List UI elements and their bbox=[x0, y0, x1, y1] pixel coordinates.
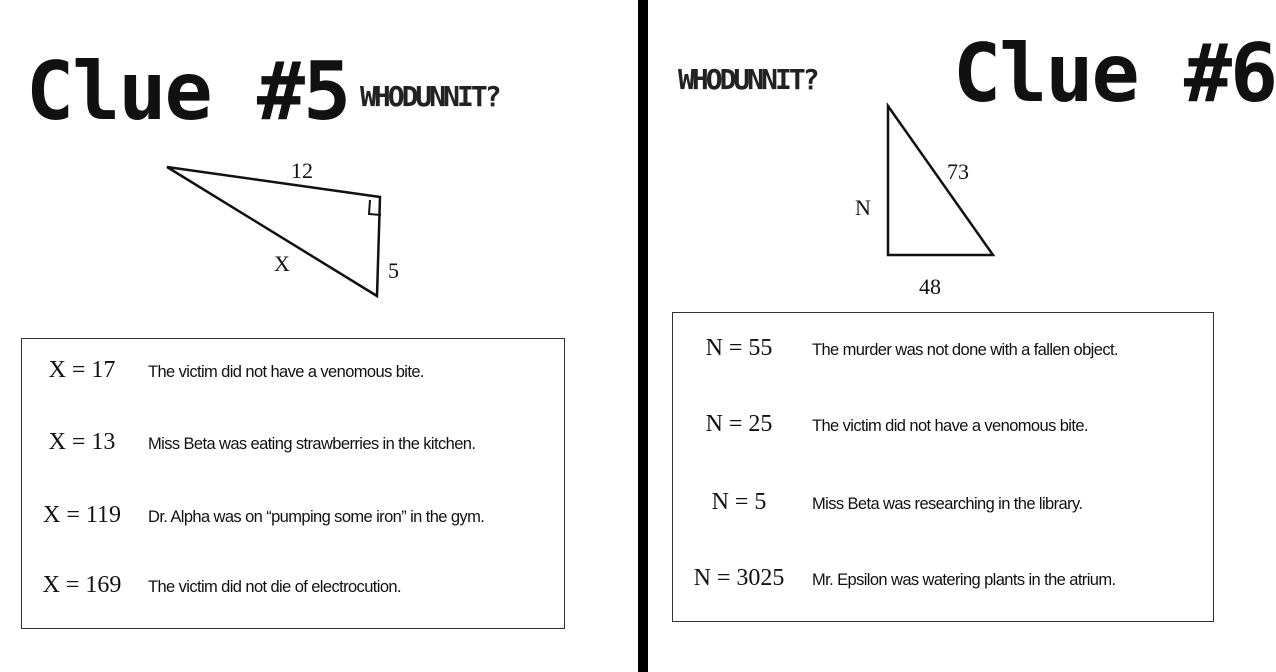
answer-row bbox=[673, 411, 1213, 451]
clue-statement: The victim did not have a venomous bite. bbox=[812, 417, 1088, 435]
whodunnit-heading: WHODUNNIT? bbox=[678, 63, 817, 96]
equation: N = 5 bbox=[711, 489, 767, 515]
clue-statement: Mr. Epsilon was watering plants in the atrium. bbox=[812, 571, 1116, 589]
answer-row bbox=[22, 502, 564, 542]
equation: X = 119 bbox=[43, 502, 121, 528]
equation: N = 25 bbox=[705, 411, 773, 437]
clue-statement: The victim did not die of electrocution. bbox=[148, 578, 401, 596]
clue-statement: Miss Beta was researching in the library. bbox=[812, 495, 1083, 513]
answer-row bbox=[673, 489, 1213, 529]
hypotenuse-x-label: X bbox=[274, 251, 290, 276]
equation: X = 169 bbox=[42, 572, 122, 598]
side-n-label: N bbox=[855, 195, 871, 220]
side-12-label: 12 bbox=[291, 158, 313, 183]
hypotenuse-73-label: 73 bbox=[947, 159, 969, 184]
clue-statement: Miss Beta was eating strawberries in the kitchen. bbox=[148, 435, 476, 453]
clue-statement: The victim did not have a venomous bite. bbox=[148, 363, 424, 381]
answer-row bbox=[673, 565, 1213, 605]
right-triangle-diagram bbox=[843, 95, 1013, 300]
answer-options-box bbox=[21, 338, 565, 629]
answer-row bbox=[22, 429, 564, 469]
clue-6-panel bbox=[648, 0, 1276, 672]
panel-divider bbox=[638, 0, 648, 672]
clue-statement: Dr. Alpha was on “pumping some iron” in the gym. bbox=[148, 508, 485, 526]
whodunnit-heading: WHODUNNIT? bbox=[360, 80, 499, 113]
answer-row bbox=[673, 335, 1213, 375]
triangle-shape bbox=[167, 167, 380, 296]
side-5-label: 5 bbox=[388, 258, 399, 283]
answer-row bbox=[22, 572, 564, 612]
equation: N = 3025 bbox=[693, 565, 785, 591]
triangle-shape bbox=[888, 106, 993, 255]
right-triangle-diagram bbox=[150, 150, 410, 310]
side-48-label: 48 bbox=[919, 274, 941, 299]
clue-statement: The murder was not done with a fallen object. bbox=[812, 341, 1118, 359]
equation: X = 17 bbox=[48, 357, 116, 383]
clue-6-title: Clue #6 bbox=[953, 27, 1276, 120]
equation: N = 55 bbox=[705, 335, 773, 361]
answer-options-box bbox=[672, 312, 1214, 622]
equation: X = 13 bbox=[48, 429, 116, 455]
answer-row bbox=[22, 357, 564, 397]
clue-5-title: Clue #5 bbox=[26, 45, 350, 138]
